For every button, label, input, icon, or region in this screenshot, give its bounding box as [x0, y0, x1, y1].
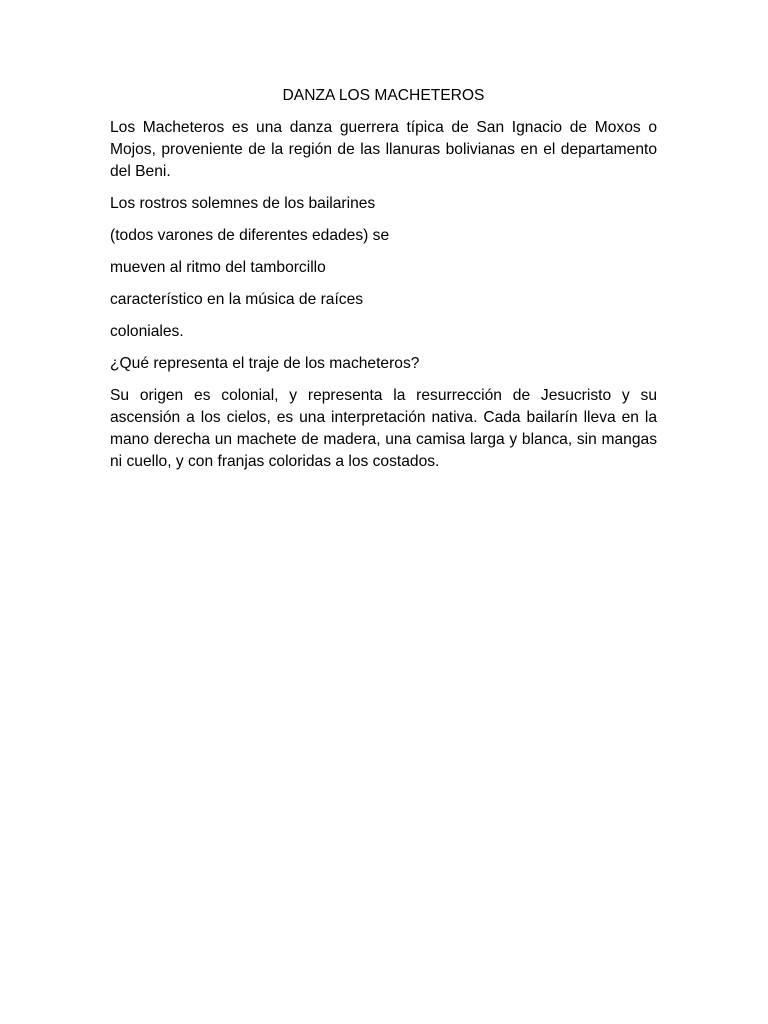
text-line: característico en la música de raíces — [110, 291, 364, 308]
text-line: coloniales. — [110, 323, 184, 340]
document-body — [110, 85, 657, 483]
text-line: mueven al ritmo del tamborcillo — [110, 259, 326, 276]
intro-paragraph: Los Macheteros es una danza guerrera típica de San Ignacio de Moxos o Mojos, proveniente de la región de las llanuras bolivianas en el departamento del Beni. — [110, 119, 657, 180]
question-line: ¿Qué representa el traje de los macheteros? — [110, 355, 420, 372]
document-title: DANZA LOS MACHETEROS — [282, 87, 485, 104]
answer-paragraph: Su origen es colonial, y representa la resurrección de Jesucristo y su ascensión a los cielos, es una interpretación nativa. Cada bailarín lleva en la mano derecha un machete de madera, una camisa larga y blanca, sin mangas ni cuello, y con franjas coloridas a los costados. — [110, 387, 657, 470]
text-line: (todos varones de diferentes edades) se — [110, 227, 390, 244]
text-line: Los rostros solemnes de los bailarines — [110, 195, 376, 212]
